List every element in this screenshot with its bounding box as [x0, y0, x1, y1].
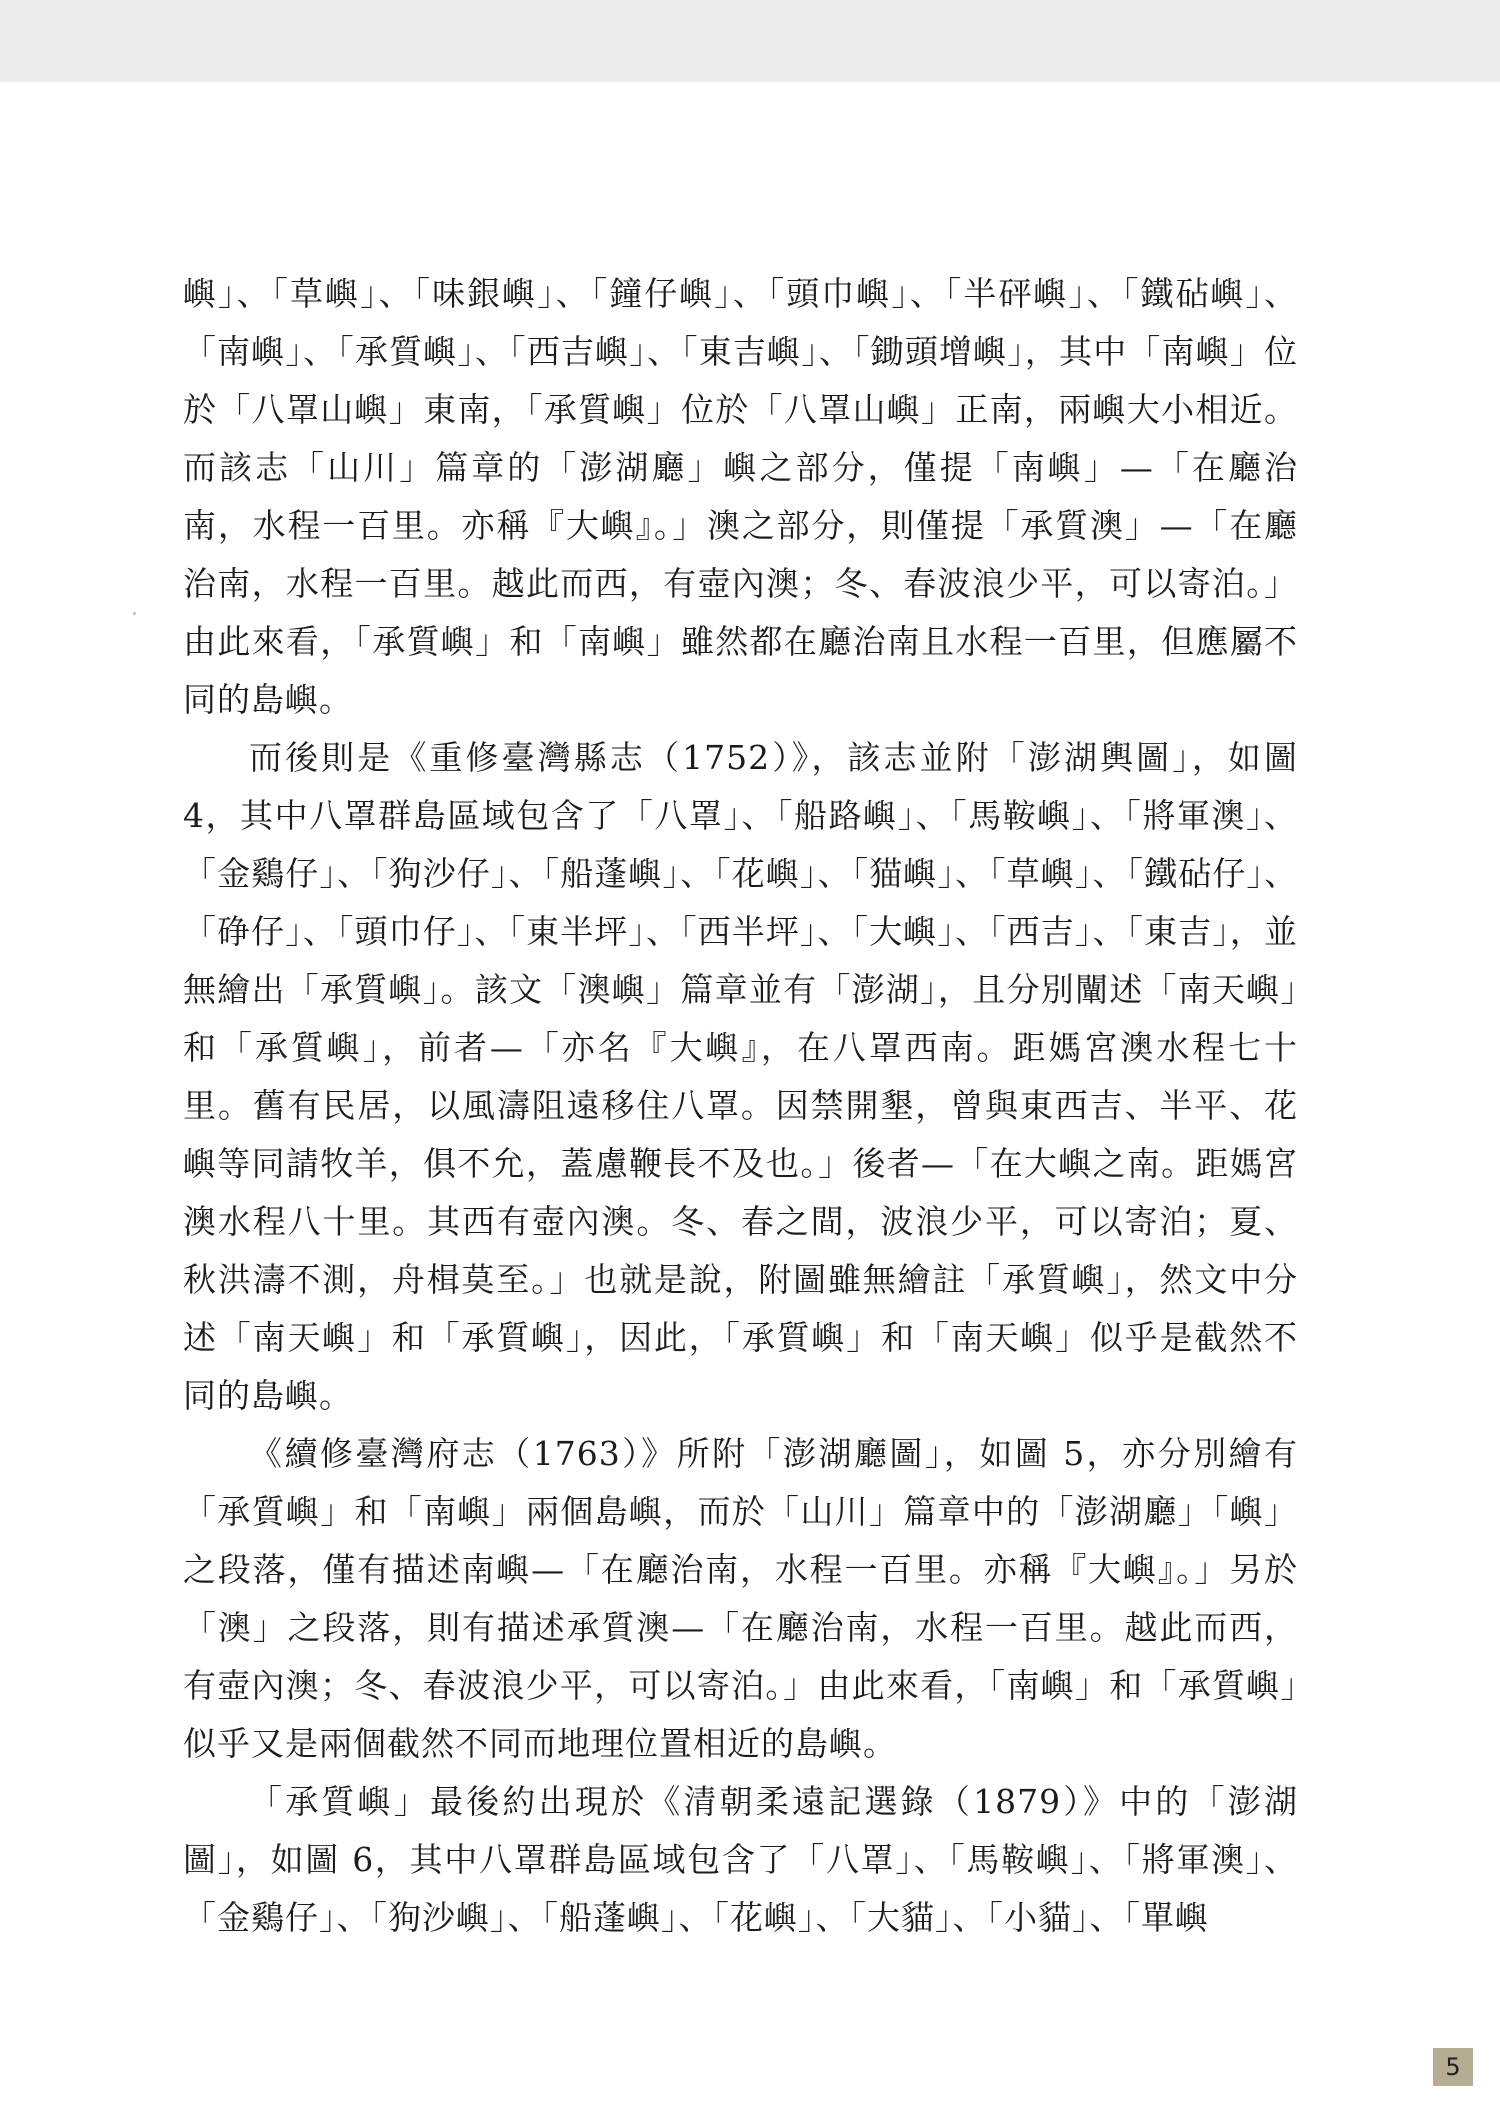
paragraph-1: 嶼」、「草嶼」、「味銀嶼」、「鐘仔嶼」、「頭巾嶼」、「半砰嶼」、「鐵砧嶼」、「南嶼」、「承質嶼」、「西吉嶼」、「東吉嶼」、「鋤頭增嶼」，其中「南嶼」位於「八罩山嶼」東南，「承質嶼」位於「八罩山嶼」正南，兩嶼大小相近。而該志「山川」篇章的「澎湖廳」嶼之部分，僅提「南嶼」—「在廳治南，水程一百里。亦稱『大嶼』。」澳之部分，則僅提「承質澳」—「在廳治南，水程一百里。越此而西，有壺內澳；冬、春波浪少平，可以寄泊。」由此來看，「承質嶼」和「南嶼」雖然都在廳治南且水程一百里，但應屬不同的島嶼。 [183, 274, 1298, 719]
page-number: 5 [1433, 2048, 1473, 2086]
scan-top-band [0, 0, 1500, 82]
paragraph-3: 《續修臺灣府志（1763）》所附「澎湖廳圖」，如圖 5，亦分別繪有「承質嶼」和「南嶼」兩個島嶼，而於「山川」篇章中的「澎湖廳」「嶼」之段落，僅有描述南嶼—「在廳治南，水程一百里。亦稱『大嶼』。」另於「澳」之段落，則有描述承質澳—「在廳治南，水程一百里。越此而西，有壺內澳；冬、春波浪少平，可以寄泊。」由此來看，「南嶼」和「承質嶼」似乎又是兩個截然不同而地理位置相近的島嶼。 [183, 1434, 1298, 1763]
body-text [183, 265, 1298, 1947]
paragraph-4: 「承質嶼」最後約出現於《清朝柔遠記選錄（1879）》中的「澎湖圖」，如圖 6，其中八罩群島區域包含了「八罩」、「馬鞍嶼」、「將軍澳」、「金鷄仔」、「狗沙嶼」、「船蓬嶼」、「花嶼」、「大貓」、「小貓」、「單嶼 [183, 1782, 1298, 1937]
scan-speck [133, 612, 136, 615]
paragraph-2: 而後則是《重修臺灣縣志（1752）》，該志並附「澎湖輿圖」，如圖 4，其中八罩群島區域包含了「八罩」、「船路嶼」、「馬鞍嶼」、「將軍澳」、「金鷄仔」、「狗沙仔」、「船蓬嶼」、「花嶼」、「猫嶼」、「草嶼」、「鐵砧仔」、「碀仔」、「頭巾仔」、「東半坪」、「西半坪」、「大嶼」、「西吉」、「東吉」，並無繪出「承質嶼」。該文「澳嶼」篇章並有「澎湖」，且分別闡述「南天嶼」和「承質嶼」，前者—「亦名『大嶼』，在八罩西南。距媽宮澳水程七十里。舊有民居，以風濤阻遠移住八罩。因禁開墾，曾與東西吉、半平、花嶼等同請牧羊，俱不允，蓋慮鞭長不及也。」後者—「在大嶼之南。距媽宮澳水程八十里。其西有壺內澳。冬、春之間，波浪少平，可以寄泊；夏、秋洪濤不測，舟楫莫至。」也就是說，附圖雖無繪註「承質嶼」，然文中分述「南天嶼」和「承質嶼」，因此，「承質嶼」和「南天嶼」似乎是截然不同的島嶼。 [183, 738, 1298, 1415]
